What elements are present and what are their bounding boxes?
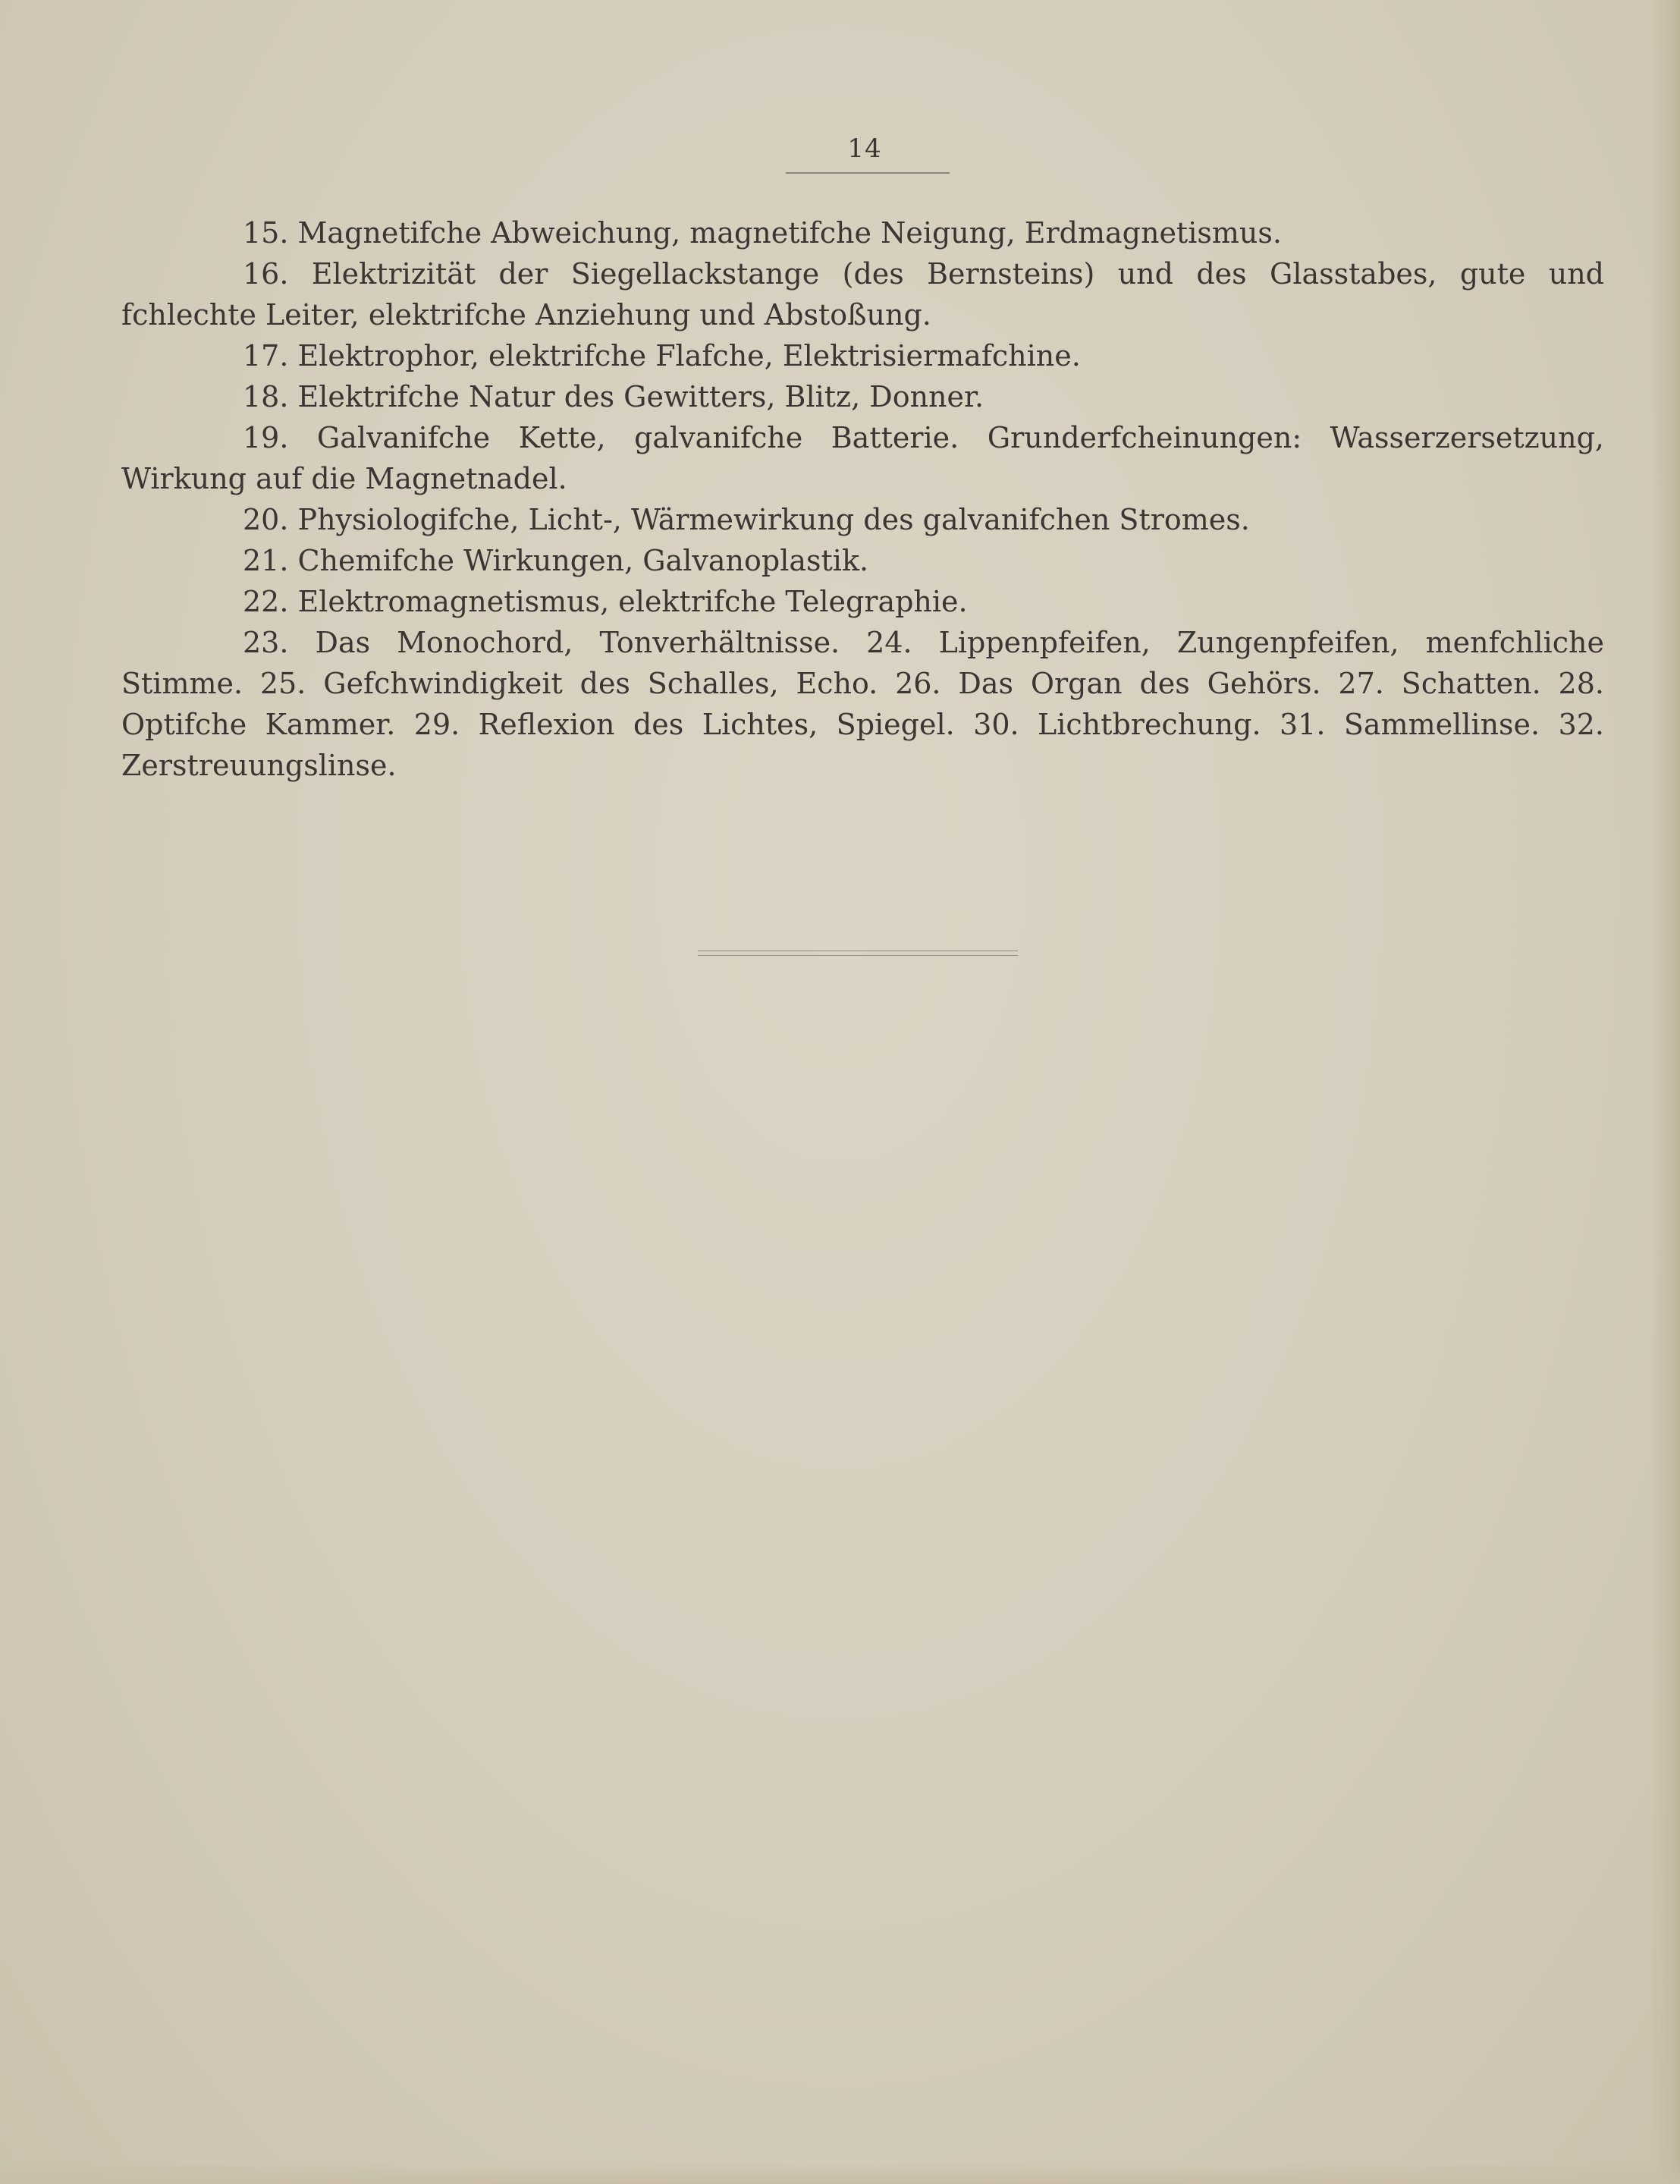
paragraph-23-32: 23. Das Monochord, Tonverhältnisse. 24. Lippenpfeifen, Zungenpfeifen, menfchliche Stimme. 25. Gefchwindigkeit des Schalles, Echo. 26. Das Organ des Gehörs. 27. Schatten. 28. Optifche Kammer. 29. Reflexion des Lichtes, Spiegel. 30. Lichtbrechung. 31. Sammellinse. 32. Zerstreuungslinse.: [121, 626, 1604, 782]
paragraph-20: 20. Physiologifche, Licht-, Wärmewirkung des galvanifchen Stromes.: [243, 503, 1250, 536]
page-number: 14: [847, 134, 882, 164]
paragraph-17: 17. Elektrophor, elektrifche Flafche, Elektrisiermafchine.: [243, 339, 1081, 372]
paragraph-16: 16. Elektrizität der Siegellackstange (des Bernsteins) und des Glasstabes, gute und fchlechte Leiter, elektrifche Anziehung und Abstoßung.: [121, 257, 1604, 332]
paragraph-15: 15. Magnetifche Abweichung, magnetifche Neigung, Erdmagnetismus.: [243, 216, 1282, 250]
paragraph-22: 22. Elektromagnetismus, elektrifche Telegraphie.: [243, 585, 968, 618]
paragraph-19: 19. Galvanifche Kette, galvanifche Batterie. Grunderfcheinungen: Wasserzersetzung, Wirkung auf die Magnetnadel.: [121, 421, 1604, 495]
paragraph-18: 18. Elektrifche Natur des Gewitters, Blitz, Donner.: [243, 380, 984, 413]
paragraph-21: 21. Chemifche Wirkungen, Galvanoplastik.: [243, 544, 869, 577]
page-number-rule: [786, 172, 950, 174]
page-bottom-shadow: [0, 2161, 1680, 2184]
page-edge-shadow: [1650, 0, 1680, 2184]
section-end-rule: [698, 951, 1018, 956]
body-text: [121, 212, 1604, 786]
